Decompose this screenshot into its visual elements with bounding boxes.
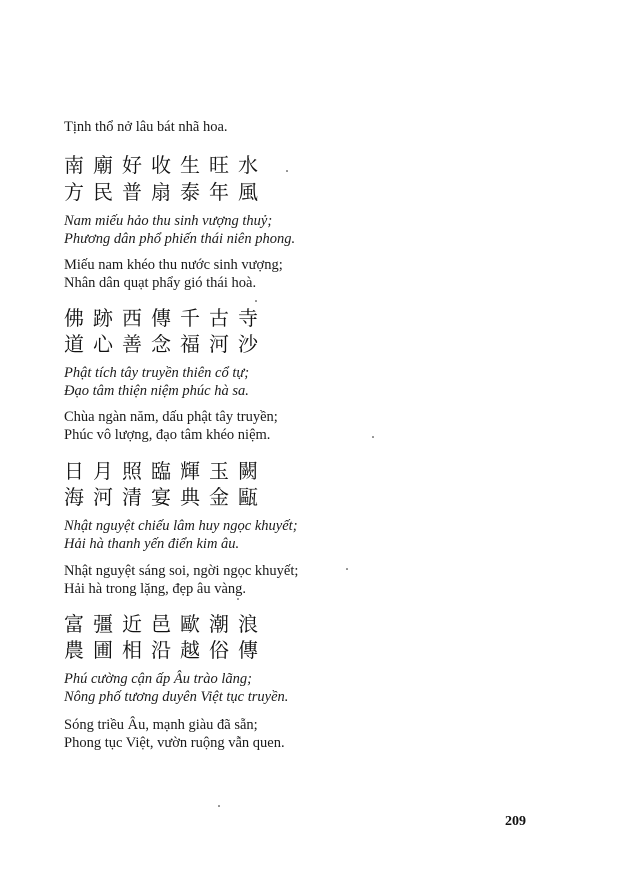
- transliteration-line: Nam miếu hảo thu sinh vượng thuỷ;: [64, 213, 273, 229]
- translation-line: Miếu nam khéo thu nước sinh vượng;: [64, 257, 283, 273]
- hanzi-line: 道心善念福河沙: [64, 332, 267, 356]
- translation-line: Phong tục Việt, vườn ruộng vẫn quen.: [64, 735, 285, 751]
- verse-line: Tịnh thổ nở lâu bát nhã hoa.: [64, 119, 228, 135]
- scan-speck: [346, 568, 348, 570]
- transliteration-line: Nhật nguyệt chiếu lâm huy ngọc khuyết;: [64, 518, 298, 534]
- translation-line: Nhân dân quạt phẩy gió thái hoà.: [64, 275, 257, 291]
- transliteration-line: Phương dân phổ phiến thái niên phong.: [64, 231, 296, 247]
- hanzi-line: 富彊近邑歐潮浪: [64, 612, 267, 636]
- scan-speck: [237, 598, 239, 600]
- translation-line: Sóng triều Âu, mạnh giàu đã sẵn;: [64, 717, 258, 733]
- transliteration-line: Phú cường cận ấp Âu trào lãng;: [64, 671, 253, 687]
- page-number: 209: [505, 814, 526, 829]
- translation-line: Hải hà trong lặng, đẹp âu vàng.: [64, 581, 247, 597]
- scan-speck: [255, 300, 257, 302]
- hanzi-line: 日月照臨輝玉闕: [64, 459, 267, 483]
- hanzi-line: 方民普扇泰年風: [64, 180, 267, 204]
- translation-line: Phúc vô lượng, đạo tâm khéo niệm.: [64, 427, 271, 443]
- transliteration-line: Nông phố tương duyên Việt tục truyền.: [64, 689, 289, 705]
- transliteration-line: Phật tích tây truyền thiên cổ tự;: [64, 365, 250, 381]
- translation-line: Chùa ngàn năm, dấu phật tây truyền;: [64, 409, 278, 425]
- transliteration-line: Đạo tâm thiện niệm phúc hà sa.: [64, 383, 249, 399]
- hanzi-line: 南廟好收生旺水: [64, 153, 267, 177]
- scan-speck: [218, 805, 220, 807]
- hanzi-line: 海河清宴典金甌: [64, 485, 267, 509]
- hanzi-line: 佛跡西傳千古寺: [64, 306, 267, 330]
- scan-speck: [286, 170, 288, 172]
- hanzi-line: 農圃相沿越俗傳: [64, 638, 267, 662]
- scan-speck: [372, 436, 374, 438]
- transliteration-line: Hải hà thanh yến điển kim âu.: [64, 536, 240, 552]
- translation-line: Nhật nguyệt sáng soi, ngời ngọc khuyết;: [64, 563, 299, 579]
